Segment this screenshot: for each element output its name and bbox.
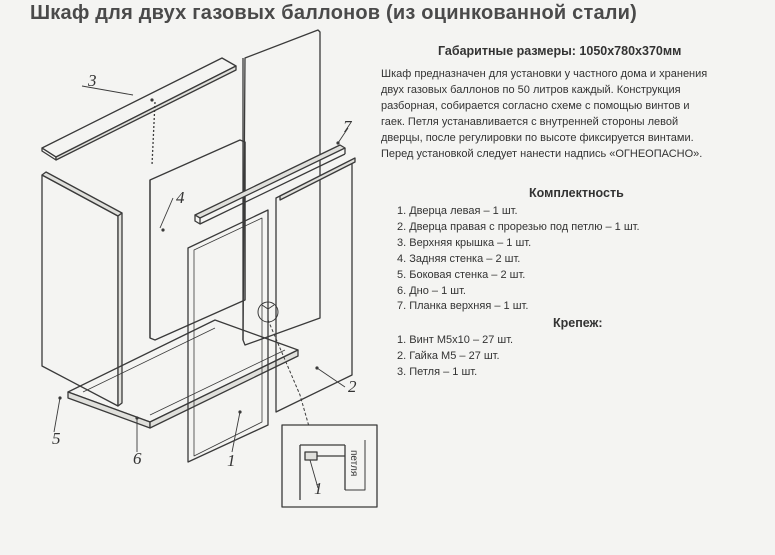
left-door-panel [188,210,268,462]
inset-hinge-label: петля [348,450,359,477]
description-line: разборная, собирается согласно схеме с помощью винтов и [381,100,690,112]
fasteners-list [397,333,513,381]
inset-part-label-1: 1 [314,479,323,498]
list-item: 7. Планка верхняя – 1 шт. [397,300,529,313]
description-line: дверцы, после регулировки по высоте фиксируется винтами. [381,132,694,144]
list-item: 3. Верхняя крышка – 1 шт. [397,236,532,249]
list-item: 6. Дно – 1 шт. [397,284,466,297]
top-cover-panel [42,58,236,165]
part-label-7: 7 [343,117,352,136]
top-plank [195,145,345,224]
right-door-panel [276,158,355,412]
description [381,66,766,162]
description-line: двух газовых баллонов по 50 литров каждый. Конструкция [381,84,681,96]
part-label-1: 1 [227,451,236,470]
part-label-3: 3 [88,71,97,90]
back-wall-panel [150,140,245,340]
kit-heading: Комплектность [529,186,624,200]
fasteners-heading: Крепеж: [553,316,603,330]
description-line: гаек. Петля устанавливается с внутренней стороны левой [381,116,679,128]
part-label-6: 6 [133,449,142,468]
hinge-inset [282,425,377,507]
list-item: 5. Боковая стенка – 2 шт. [397,268,526,281]
page-title: Шкаф для двух газовых баллонов (из оцинкованной стали) [30,2,638,24]
list-item: 2. Гайка М5 – 27 шт. [397,349,500,362]
part-label-4: 4 [176,188,185,207]
bottom-panel [68,320,298,428]
list-item: 1. Дверца левая – 1 шт. [397,205,518,217]
list-item: 4. Задняя стенка – 2 шт. [397,252,521,265]
description-line: Шкаф предназначен для установки у частного дома и хранения [381,68,708,80]
part-label-2: 2 [348,377,357,396]
kit-list [397,204,640,315]
list-item: 1. Винт М5х10 – 27 шт. [397,334,514,346]
list-item: 2. Дверца правая с прорезью под петлю – 1 шт. [397,220,640,233]
part-label-5: 5 [52,429,61,448]
description-line: Перед установкой следует нанести надпись «ОГНЕОПАСНО». [381,148,703,160]
dimensions-heading: Габаритные размеры: 1050х780х370мм [438,44,682,58]
list-item: 3. Петля – 1 шт. [397,365,478,378]
